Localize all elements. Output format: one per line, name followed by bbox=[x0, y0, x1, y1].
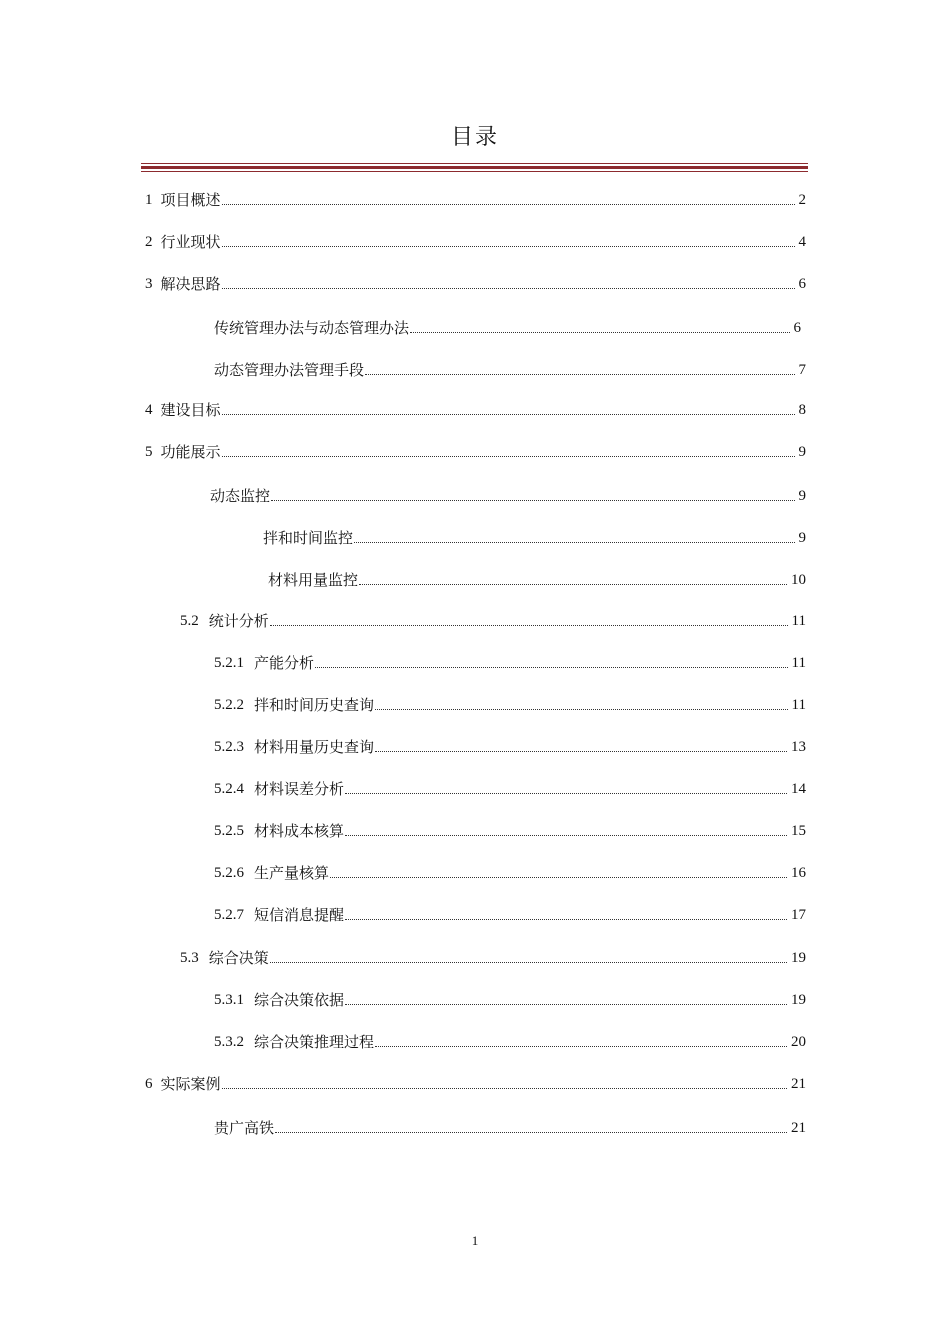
toc-leader-dots bbox=[222, 288, 795, 289]
toc-entry[interactable] bbox=[214, 817, 806, 841]
toc-entry-page: 21 bbox=[791, 1076, 806, 1092]
toc-entry[interactable] bbox=[210, 482, 806, 506]
toc-title: 目录 bbox=[450, 125, 499, 150]
toc-entry[interactable] bbox=[214, 356, 806, 380]
toc-entry-page: 10 bbox=[791, 572, 806, 588]
toc-entry[interactable] bbox=[145, 438, 806, 462]
toc-leader-dots bbox=[375, 1046, 787, 1047]
toc-entry-page: 16 bbox=[791, 865, 806, 881]
toc-entry-page: 15 bbox=[791, 823, 806, 839]
toc-leader-dots bbox=[222, 414, 795, 415]
toc-entry-page: 8 bbox=[798, 402, 806, 418]
toc-entry-title: 材料成本核算 bbox=[254, 822, 345, 840]
toc-entry-number: 4 bbox=[145, 402, 153, 418]
toc-entry[interactable] bbox=[214, 1028, 806, 1052]
page-number: 1 bbox=[471, 1233, 479, 1248]
toc-entry-title: 建设目标 bbox=[160, 401, 221, 419]
toc-entry[interactable] bbox=[268, 566, 806, 590]
toc-entry-page: 14 bbox=[791, 781, 806, 797]
toc-entry-page: 4 bbox=[798, 234, 806, 250]
toc-entry-page: 19 bbox=[791, 950, 806, 966]
toc-entry-title: 动态监控 bbox=[210, 487, 271, 505]
toc-entry-title: 产能分析 bbox=[254, 654, 315, 672]
toc-entry[interactable] bbox=[180, 607, 806, 631]
toc-entry-page: 17 bbox=[791, 907, 806, 923]
toc-entry-number: 6 bbox=[145, 1076, 153, 1092]
toc-entry-page: 13 bbox=[791, 739, 806, 755]
toc-entry-title: 传统管理办法与动态管理办法 bbox=[214, 319, 410, 337]
toc-leader-dots bbox=[365, 374, 794, 375]
toc-entry-title: 材料用量历史查询 bbox=[254, 738, 375, 756]
toc-entry[interactable] bbox=[214, 314, 801, 338]
toc-entry-number: 5.2.4 bbox=[214, 781, 244, 797]
toc-entry-page: 11 bbox=[791, 613, 806, 629]
toc-entry-title: 功能展示 bbox=[160, 443, 221, 461]
toc-entry-number: 5.3.1 bbox=[214, 992, 244, 1008]
toc-entry-number: 1 bbox=[145, 192, 153, 208]
toc-entry-page: 21 bbox=[791, 1120, 806, 1136]
toc-entry[interactable] bbox=[145, 270, 806, 294]
toc-entry-title: 贵广高铁 bbox=[214, 1119, 275, 1137]
toc-entry-title: 实际案例 bbox=[160, 1075, 221, 1093]
toc-entry-number: 5.2 bbox=[180, 613, 199, 629]
toc-entry-page: 11 bbox=[791, 655, 806, 671]
toc-leader-dots bbox=[359, 584, 787, 585]
toc-leader-dots bbox=[222, 456, 795, 457]
toc-entry[interactable] bbox=[214, 1114, 806, 1138]
toc-leader-dots bbox=[275, 1132, 787, 1133]
toc-entry-title: 统计分析 bbox=[208, 612, 269, 630]
toc-entry-number: 5.2.2 bbox=[214, 697, 244, 713]
toc-entry-title: 拌和时间监控 bbox=[263, 529, 354, 547]
toc-entry[interactable] bbox=[145, 228, 806, 252]
toc-leader-dots bbox=[375, 751, 787, 752]
toc-entry-title: 项目概述 bbox=[160, 191, 221, 209]
toc-leader-dots bbox=[270, 625, 788, 626]
toc-leader-dots bbox=[271, 500, 794, 501]
toc-leader-dots bbox=[270, 962, 787, 963]
toc-leader-dots bbox=[345, 835, 787, 836]
toc-leader-dots bbox=[345, 793, 787, 794]
toc-entry-title: 行业现状 bbox=[160, 233, 221, 251]
title-rule-top bbox=[141, 163, 808, 164]
toc-entry-number: 5 bbox=[145, 444, 153, 460]
toc-entry-title: 生产量核算 bbox=[254, 864, 330, 882]
toc-entry-number: 5.3.2 bbox=[214, 1034, 244, 1050]
toc-entry[interactable] bbox=[214, 901, 806, 925]
toc-entry-title: 综合决策依据 bbox=[254, 991, 345, 1009]
toc-entry-number: 3 bbox=[145, 276, 153, 292]
toc-entry[interactable] bbox=[145, 1070, 806, 1094]
toc-entry-title: 拌和时间历史查询 bbox=[254, 696, 375, 714]
toc-entry-number: 5.2.1 bbox=[214, 655, 244, 671]
toc-entry-title: 材料用量监控 bbox=[268, 571, 359, 589]
toc-entry-page: 20 bbox=[791, 1034, 806, 1050]
toc-leader-dots bbox=[315, 667, 788, 668]
toc-leader-dots bbox=[222, 1088, 787, 1089]
toc-entry-title: 材料误差分析 bbox=[254, 780, 345, 798]
toc-entry-page: 6 bbox=[798, 276, 806, 292]
toc-leader-dots bbox=[330, 877, 787, 878]
toc-leader-dots bbox=[410, 332, 789, 333]
toc-entry[interactable] bbox=[263, 524, 806, 548]
toc-entry-page: 7 bbox=[798, 362, 806, 378]
toc-entry-page: 19 bbox=[791, 992, 806, 1008]
toc-entry-page: 9 bbox=[798, 530, 806, 546]
toc-entry-page: 6 bbox=[793, 320, 801, 336]
toc-entry-page: 9 bbox=[798, 444, 806, 460]
toc-entry[interactable] bbox=[214, 733, 806, 757]
toc-leader-dots bbox=[222, 246, 795, 247]
title-rule-bottom bbox=[141, 171, 808, 172]
toc-entry[interactable] bbox=[214, 859, 806, 883]
toc-entry-number: 2 bbox=[145, 234, 153, 250]
toc-entry-number: 5.2.7 bbox=[214, 907, 244, 923]
toc-leader-dots bbox=[222, 204, 795, 205]
toc-entry-title: 综合决策推理过程 bbox=[254, 1033, 375, 1051]
toc-entry-title: 动态管理办法管理手段 bbox=[214, 361, 365, 379]
toc-leader-dots bbox=[375, 709, 788, 710]
toc-entry-title: 短信消息提醒 bbox=[254, 906, 345, 924]
toc-entry-number: 5.2.3 bbox=[214, 739, 244, 755]
toc-leader-dots bbox=[345, 919, 787, 920]
toc-entry-title: 解决思路 bbox=[160, 275, 221, 293]
toc-entry-number: 5.3 bbox=[180, 950, 199, 966]
toc-entry-number: 5.2.5 bbox=[214, 823, 244, 839]
toc-entry-page: 2 bbox=[798, 192, 806, 208]
toc-entry-page: 11 bbox=[791, 697, 806, 713]
toc-entry[interactable] bbox=[145, 186, 806, 210]
toc-entry[interactable] bbox=[145, 396, 806, 420]
toc-entry[interactable] bbox=[214, 775, 806, 799]
toc-entry[interactable] bbox=[214, 691, 806, 715]
toc-leader-dots bbox=[345, 1004, 787, 1005]
toc-entry-title: 综合决策 bbox=[208, 949, 269, 967]
title-rule-middle bbox=[141, 166, 808, 169]
toc-entry-page: 9 bbox=[798, 488, 806, 504]
toc-leader-dots bbox=[354, 542, 794, 543]
toc-entry[interactable] bbox=[180, 944, 806, 968]
toc-entry[interactable] bbox=[214, 649, 806, 673]
toc-entry[interactable] bbox=[214, 986, 806, 1010]
toc-entry-number: 5.2.6 bbox=[214, 865, 244, 881]
